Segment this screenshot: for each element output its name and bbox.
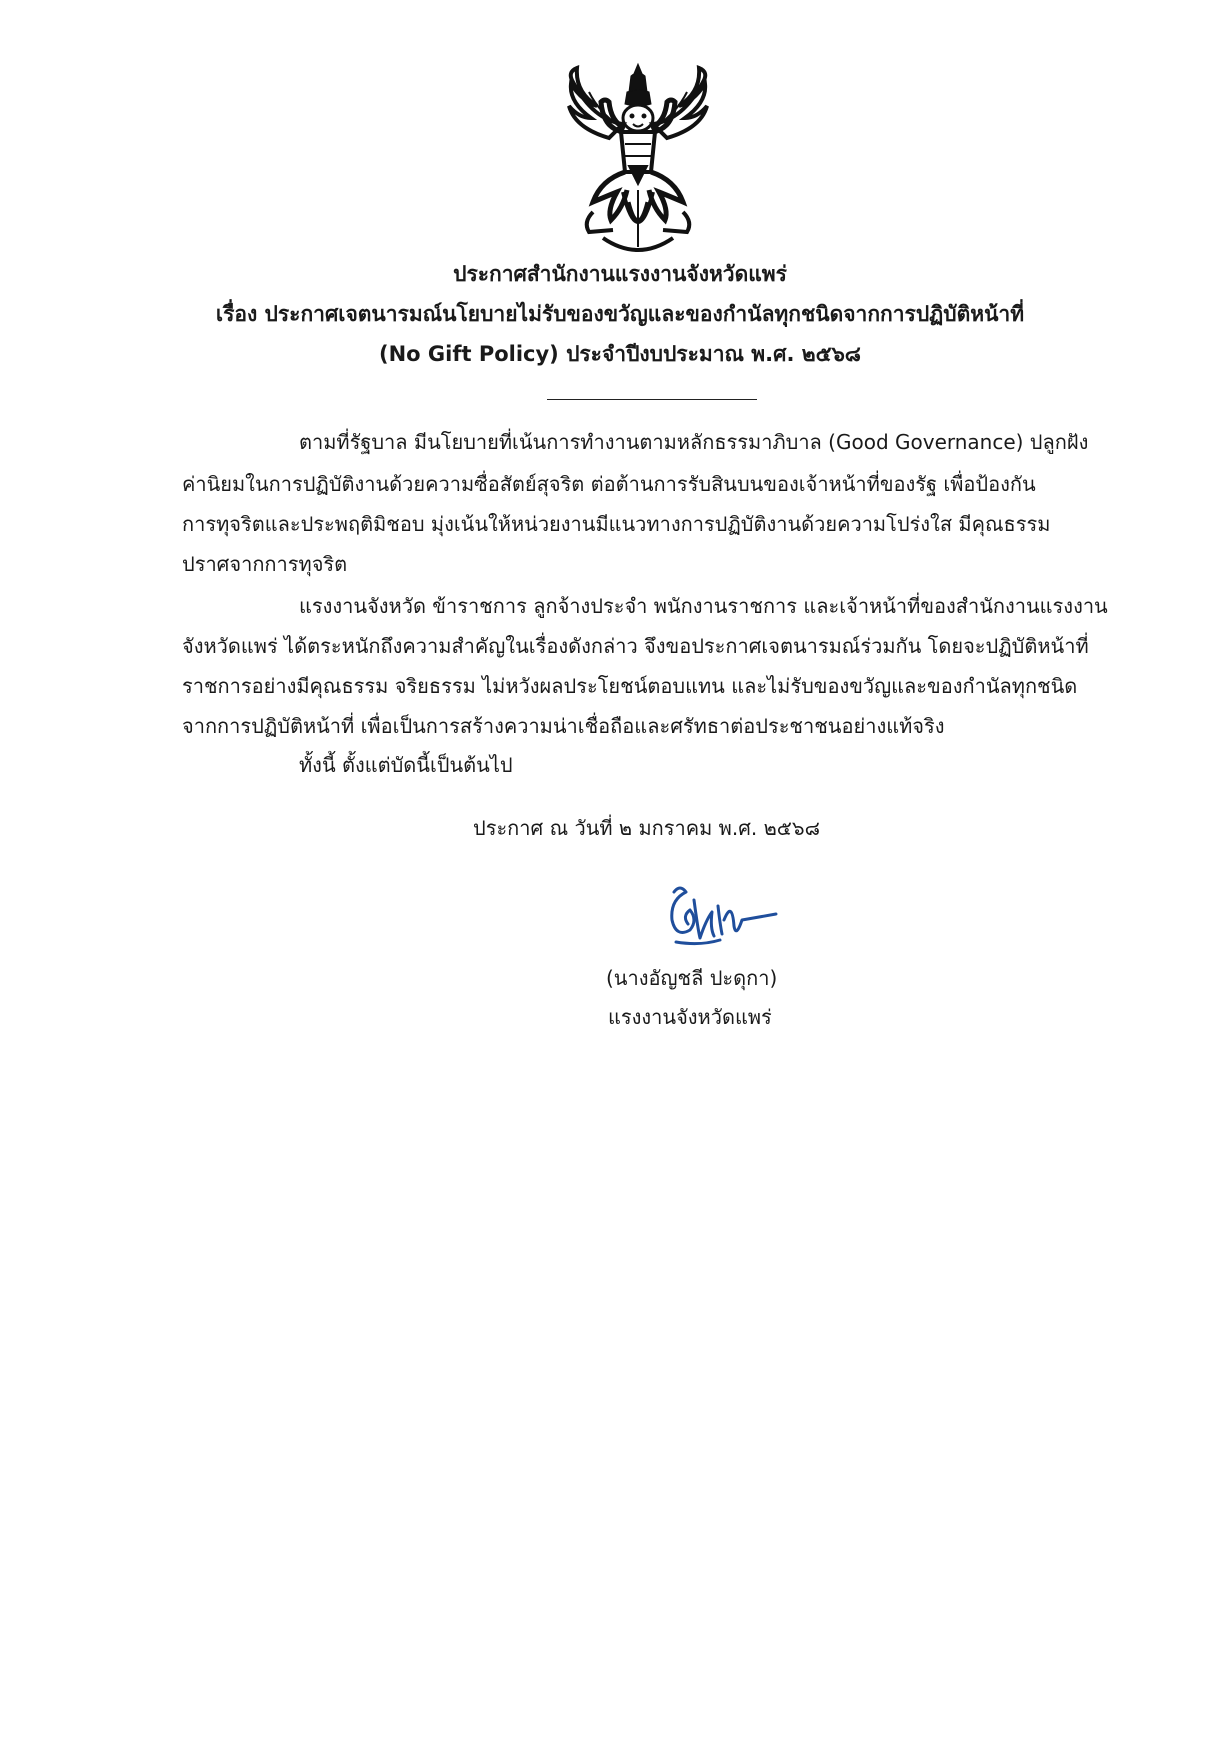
handwritten-signature — [660, 880, 780, 960]
para1-line: ตามที่รัฐบาล มีนโยบายที่เน้นการทำงานตามหลักธรรมาภิบาล (Good Governance) ปลูกฝัง — [299, 430, 1089, 454]
announcement-title: ประกาศสำนักงานแรงงานจังหวัดแพร่ — [453, 262, 787, 286]
para1-line: ค่านิยมในการปฏิบัติงานด้วยความซื่อสัตย์สุจริต ต่อต้านการรับสินบนของเจ้าหน้าที่ของรัฐ เพื่อป้องกัน — [182, 472, 1036, 496]
announcement-date: ประกาศ ณ วันที่ ๒ มกราคม พ.ศ. ๒๕๖๘ — [473, 816, 821, 840]
garuda-emblem-icon — [553, 62, 723, 262]
announcement-subject-cont: (No Gift Policy) ประจำปีงบประมาณ พ.ศ. ๒๕๖๘ — [378, 342, 861, 366]
signatory-name: (นางอัญชลี ปะดุกา) — [606, 966, 778, 990]
para2-line: จากการปฏิบัติหน้าที่ เพื่อเป็นการสร้างความน่าเชื่อถือและศรัทธาต่อประชาชนอย่างแท้จริง — [182, 714, 945, 738]
announcement-subject: เรื่อง ประกาศเจตนารมณ์นโยบายไม่รับของขวัญและของกำนัลทุกชนิดจากการปฏิบัติหน้าที่ — [215, 302, 1025, 326]
para2-line: ราชการอย่างมีคุณธรรม จริยธรรม ไม่หวังผลประโยชน์ตอบแทน และไม่รับของขวัญและของกำนัลทุกชนิด — [182, 674, 1078, 698]
signatory-position: แรงงานจังหวัดแพร่ — [608, 1005, 772, 1029]
para1-line: การทุจริตและประพฤติมิชอบ มุ่งเน้นให้หน่วยงานมีแนวทางการปฏิบัติงานด้วยความโปร่งใส มีคุณธรรม — [182, 512, 1051, 536]
para2-line: จังหวัดแพร่ ได้ตระหนักถึงความสำคัญในเรื่องดังกล่าว จึงขอประกาศเจตนารมณ์ร่วมกัน โดยจะปฏิบัติหน้าที่ — [182, 634, 1089, 658]
para1-line: ปราศจากการทุจริต — [182, 552, 348, 576]
effective-statement: ทั้งนี้ ตั้งแต่บัดนี้เป็นต้นไป — [299, 753, 513, 777]
title-divider — [547, 399, 757, 400]
para2-line: แรงงานจังหวัด ข้าราชการ ลูกจ้างประจำ พนักงานราชการ และเจ้าหน้าที่ของสำนักงานแรงงาน — [299, 594, 1108, 618]
